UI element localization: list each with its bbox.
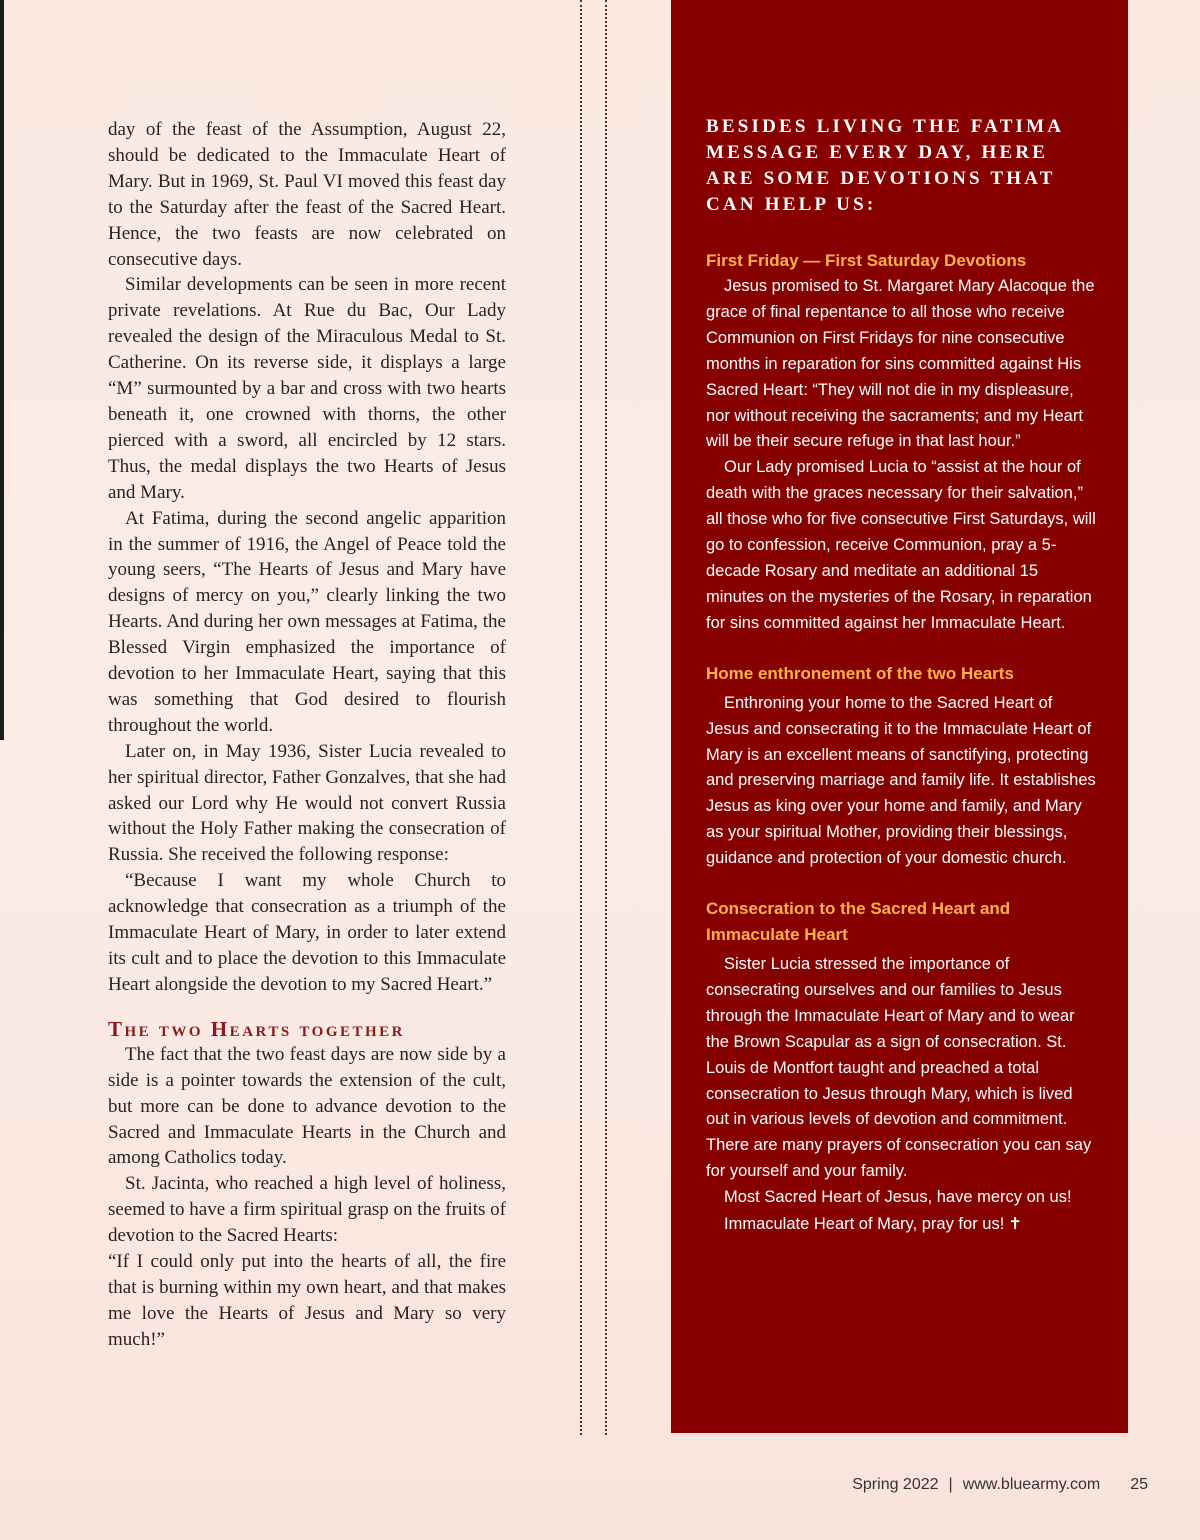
sidebar-prayer-final [706, 1211, 1098, 1238]
cross-end-mark-icon: ✝ [1008, 1214, 1023, 1234]
article-column [108, 117, 506, 1353]
sidebar-paragraph: Sister Lucia stressed the importance of consecrating ourselves and our families to Jesus through the Immaculate Heart of Mary and to wear the Brown Scapular as a sign of consecration. St. Louis de Montfort taught and preached a total consecration to Jesus through Mary, which is lived out in various levels of devotion and commitment. There are many prayers of consecration you can say for yourself and your family. [706, 955, 1092, 1181]
body-paragraph: At Fatima, during the second angelic apparition in the summer of 1916, the Angel of Peace told the young seers, “The Hearts of Jesus and Mary have designs of mercy on you,” clearly linking the two Hearts. And during her own messages at Fatima, the Blessed Virgin emphasized the importance of devotion to her Immaculate Heart, saying that this was something that God desired to flourish throughout the world. [108, 507, 506, 736]
devotions-sidebar [671, 0, 1128, 1433]
body-paragraph: The fact that the two feast days are now side by a side is a pointer towards the extension of the cult, but more can be done to advance devotion to the Sacred and Immaculate Hearts in the Church and among Catholics today. [108, 1043, 506, 1169]
body-paragraph: St. Jacinta, who reached a high level of holiness, seemed to have a firm spiritual grasp on the fruits of devotion to the Sacred Hearts: [108, 1173, 506, 1247]
sidebar-heading: BESIDES LIVING THE FATIMA MESSAGE EVERY DAY, HERE ARE SOME DEVOTIONS THAT CAN HELP US: [706, 116, 1064, 215]
page-footer [852, 1476, 1148, 1494]
section-heading: The two Hearts together [108, 1016, 406, 1041]
body-paragraph: Later on, in May 1936, Sister Lucia revealed to her spiritual director, Father Gonzalves, that she had asked our Lord why He would not convert Russia without the Holy Father making the consecration of Russia. She received the following response: [108, 740, 506, 866]
quote-paragraph: “If I could only put into the hearts of all, the fire that is burning within my own heart, and that makes me love the Hearts of Jesus and Mary so very much!” [108, 1251, 506, 1350]
body-paragraph: day of the feast of the Assumption, August 22, should be dedicated to the Immaculate Heart of Mary. But in 1969, St. Paul VI moved this feast day to the Saturday after the feast of the Sacred Heart. Hence, the two feasts are now celebrated on consecutive days. [108, 119, 506, 270]
footer-issue: Spring 2022 [852, 1476, 939, 1493]
sidebar-prayer-text: Immaculate Heart of Mary, pray for us! [724, 1215, 1005, 1234]
page-number: 25 [1130, 1476, 1148, 1493]
sidebar-prayer: Most Sacred Heart of Jesus, have mercy on us! [724, 1188, 1072, 1207]
footer-separator: | [948, 1476, 953, 1493]
footer-website: www.bluearmy.com [962, 1476, 1101, 1493]
sidebar-paragraph: Jesus promised to St. Margaret Mary Alacoque the grace of final repentance to all those who receive Communion on First Fridays for nine consecutive months in reparation for sins committed against His Sacred Heart: “They will not die in my displeasure, nor without receiving the sacraments; and my Heart will be their secure refuge in that last hour.” [706, 277, 1095, 451]
sidebar-subheading-first-friday: First Friday — First Saturday Devotions [706, 251, 1027, 270]
dotted-divider-left [580, 0, 582, 1435]
sidebar-paragraph: Enthroning your home to the Sacred Heart of Jesus and consecrating it to the Immaculate Heart of Mary is an excellent means of sanctifying, protecting and preserving marriage and family life. It establishes Jesus as king over your home and family, and Mary as your spiritual Mother, providing their blessings, guidance and protection of your domestic church. [706, 693, 1096, 868]
dotted-divider-right [605, 0, 607, 1435]
page-edge-shadow [0, 0, 4, 740]
sidebar-paragraph: Our Lady promised Lucia to “assist at the hour of death with the graces necessary for their salvation,” all those who for five consecutive First Saturdays, will go to confession, receive Communion, pray a 5-decade Rosary and meditate an additional 15 minutes on the mysteries of the Rosary, in reparation for sins committed against her Immaculate Heart. [706, 458, 1096, 632]
body-paragraph: Similar developments can be seen in more recent private revelations. At Rue du Bac, Our Lady revealed the design of the Miraculous Medal to St. Catherine. On its reverse side, it displays a large “M” surmounted by a bar and cross with two hearts beneath it, one crowned with thorns, the other pierced with a sword, all encircled by 12 stars. Thus, the medal displays the two Hearts of Jesus and Mary. [108, 274, 506, 503]
quote-paragraph: “Because I want my whole Church to acknowledge that consecration as a triumph of the Immaculate Heart of Mary, in order to later extend its cult and to place the devotion to this Immaculate Heart alongside the devotion to my Sacred Heart.” [108, 870, 506, 995]
sidebar-subheading-home-enthronement: Home enthronement of the two Hearts [706, 663, 1014, 683]
sidebar-subheading-consecration: Consecration to the Sacred Heart and Immaculate Heart [706, 899, 1011, 945]
